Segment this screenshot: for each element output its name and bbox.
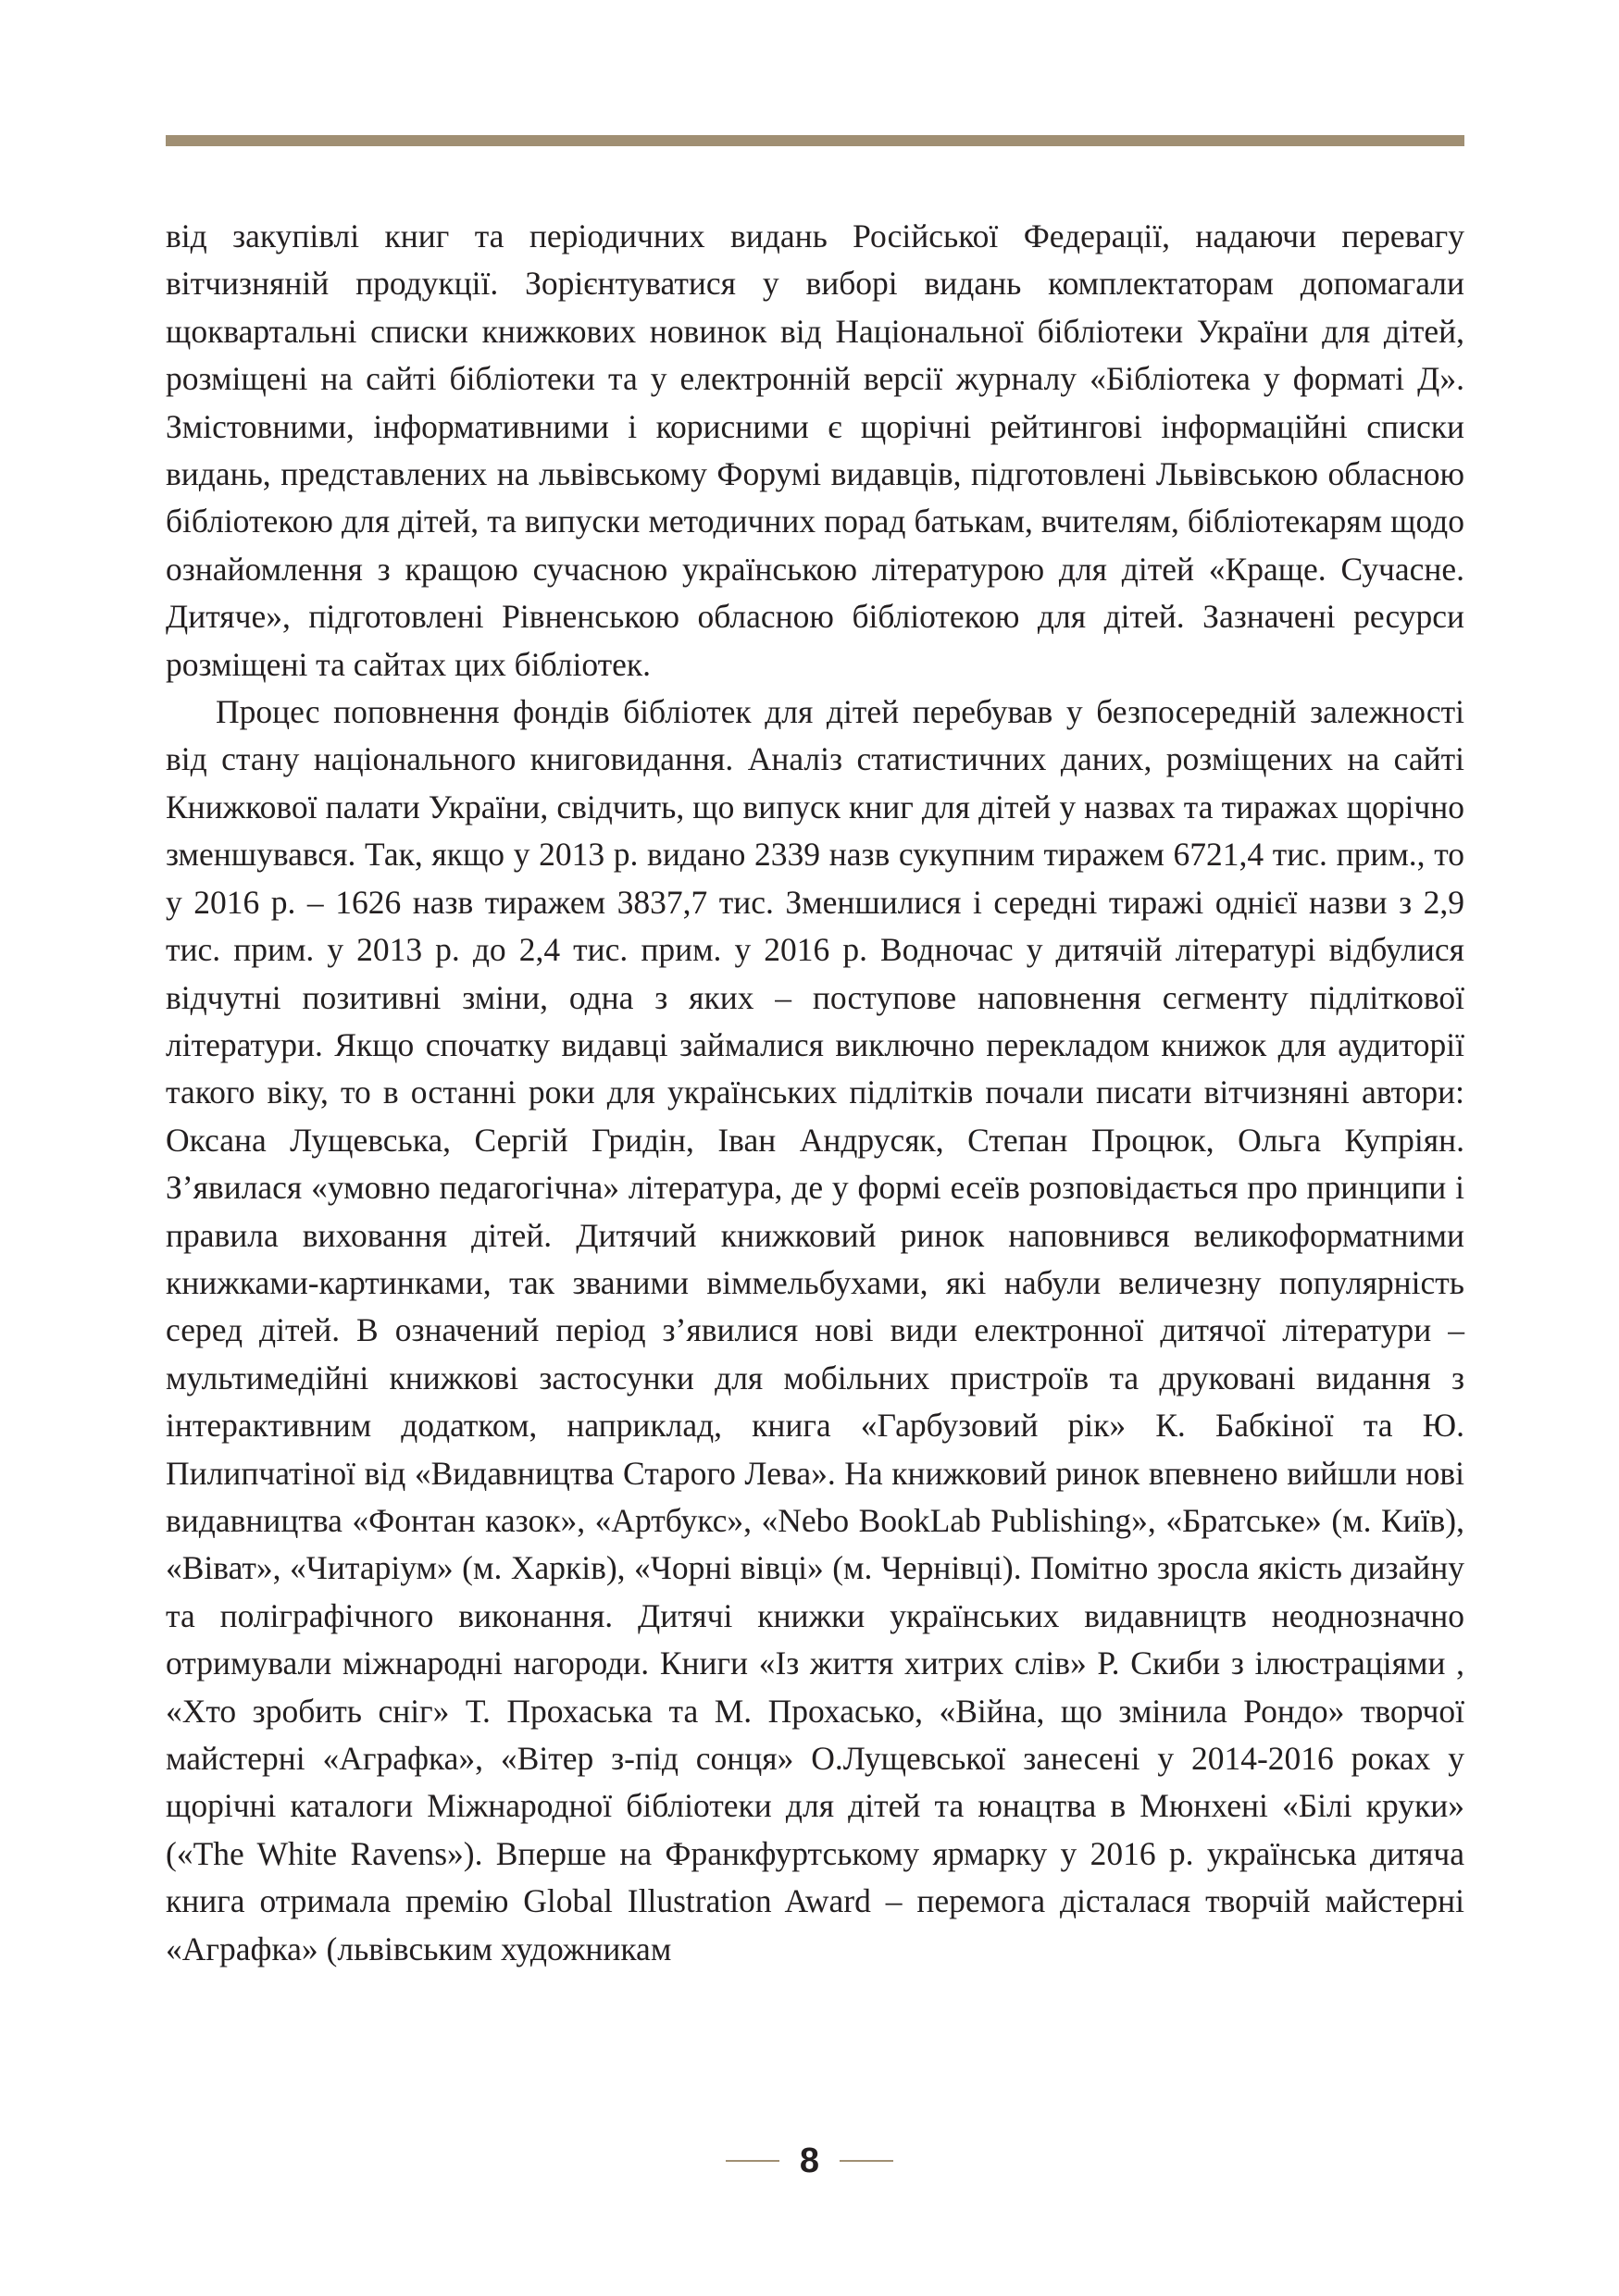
header-rule — [166, 135, 1464, 146]
footer-dash-right — [840, 2160, 893, 2162]
body-text — [166, 213, 1464, 1973]
page-number: 8 — [799, 2141, 820, 2180]
page-footer — [0, 2138, 1619, 2184]
paragraph-1: від закупівлі книг та періодичних видань Російської Федерації, надаючи перевагу вітчизняній продукції. Зорієнтуватися у виборі видань комплектаторам допомагали щоквартальні списки книжкових новинок від Національної бібліотеки України для дітей, розміщені на сайті бібліотеки та у електронній версії журналу «Бібліотека у форматі Д». Змістовними, інформативними і корисними є щорічні рейтингові інформаційні списки видань, представлених на львівському Форумі видавців, підготовлені Львівською обласною бібліотекою для дітей, та випуски методичних порад батькам, вчителям, бібліотекарям щодо ознайомлення з кращою сучасною українською літературою для дітей «Краще. Сучасне. Дитяче», підготовлені Рівненською обласною бібліотекою для дітей. Зазначені ресурси розміщені та сайтах цих бібліотек. — [166, 217, 1464, 683]
paragraph-2: Процес поповнення фондів бібліотек для дітей перебував у безпосередній залежності від стану національного книговидання. Аналіз статистичних даних, розміщених на сайті Книжкової палати України, свідчить, що випуск книг для дітей у назвах та тиражах щорічно зменшувався. Так, якщо у 2013 р. видано 2339 назв сукупним тиражем 6721,4 тис. прим., то у 2016 р. – 1626 назв тиражем 3837,7 тис. Зменшилися і середні тиражі однієї назви з 2,9 тис. прим. у 2013 р. до 2,4 тис. прим. у 2016 р. Водночас у дитячій літературі відбулися відчутні позитивні зміни, одна з яких – поступове наповнення сегменту підліткової літератури. Якщо спочатку видавці займалися виключно перекладом книжок для аудиторії такого віку, то в останні роки для українських підлітків почали писати вітчизняні автори: Оксана Лущевська, Сергій Гридін, Іван Андрусяк, Степан Процюк, Ольга Купріян. З’явилася «умовно педагогічна» література, де у формі есеїв розповідається про принципи і правила виховання дітей. Дитячий книжковий ринок наповнився великоформатними книжками-картинками, так званими віммельбухами, які набули величезну популярність серед дітей. В означений період з’явилися нові види електронної дитячої літератури – мультимедійні книжкові застосунки для мобільних пристроїв та друковані видання з інтерактивним додатком, наприклад, книга «Гарбузовий рік» К. Бабкіної та Ю. Пилипчатіної від «Видавництва Старого Лева». На книжковий ринок впевнено вийшли нові видавництва «Фонтан казок», «Артбукс», «Nebo BookLab Publishing», «Братське» (м. Київ), «Віват», «Читаріум» (м. Харків), «Чорні вівці» (м. Чернівці). Помітно зросла якість дизайну та поліграфічного виконання. Дитячі книжки українських видавництв неоднозначно отримували міжнародні нагороди. Книги «Із життя хитрих слів» Р. Скиби з ілюстраціями , «Хто зробить сніг» Т. Прохаська та М. Прохасько, «Війна, що змінила Рондо» творчої майстерні «Аграфка», «Вітер з-під сонця» О.Лущевської занесені у 2014-2016 роках у щорічні каталоги Міжнародної бібліотеки для дітей та юнацтва в Мюнхені «Білі круки» («The White Ravens»). Вперше на Франкфуртському ярмарку у 2016 р. українська дитяча книга отримала премію Global Illustration Award – перемога дісталася творчій майстерні «Аграфка» (львівським художникам — [166, 693, 1464, 1967]
footer-dash-left — [726, 2160, 779, 2162]
